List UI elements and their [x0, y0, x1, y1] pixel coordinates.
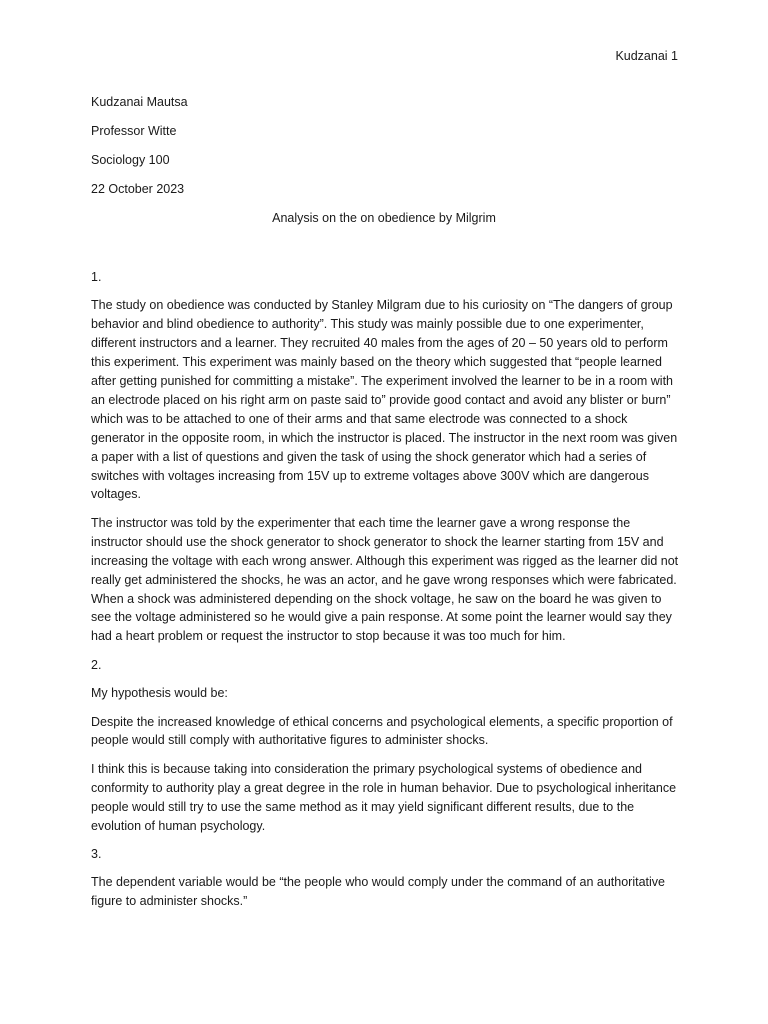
document-title: Analysis on the on obedience by Milgrim: [272, 211, 496, 225]
running-header: Kudzanai 1: [615, 49, 678, 63]
body-paragraph: Despite the increased knowledge of ethical concerns and psychological elements, a specific proportion of people would still comply with authoritative figures to administer shocks.: [91, 714, 673, 748]
mla-heading: [91, 93, 188, 209]
body-paragraph: The study on obedience was conducted by Stanley Milgram due to his curiosity on “The dangers of group behavior and blind obedience to authority”. This study was mainly possible due to one experimenter, different instructors and a learner. They recruited 40 males from the ages of 20 – 50 years old to perform this experiment. This experiment was mainly based on the theory which suggested that “people learned after getting punished for committing a mistake”. The experiment involved the learner to be in a room with an electrode placed on his right arm on paste said to” provide good contact and avoid any blister or burn” which was to be attached to one of their arms and that same electrode was connected to a shock generator in the opposite room, in which the instructor is placed. The instructor in the next room was given a paper with a list of questions and given the task of using the shock generator which had a series of switches with voltages increasing from 15V up to extreme voltages above 300V which are dangerous voltages.: [91, 298, 678, 502]
body-paragraph: The dependent variable would be “the people who would comply under the command of an authoritative figure to administer shocks.”: [91, 875, 665, 909]
section-number-3: 3.: [91, 846, 102, 861]
professor-name: Professor Witte: [91, 124, 177, 138]
section-number-1: 1.: [91, 270, 102, 284]
section-number-2: 2.: [91, 657, 102, 672]
course-name: Sociology 100: [91, 153, 170, 167]
body-paragraph: The instructor was told by the experimenter that each time the learner gave a wrong response the instructor should use the shock generator to shock generator to shock the learner starting from 15V and increasing the voltage with each wrong answer. Although this experiment was rigged as the learner did not really get administered the shocks, he was an actor, and he gave wrong responses which were fabricated. When a shock was administered depending on the shock voltage, he saw on the board he was given to see the voltage administered so he would give a pain response. At some point the learner would say they had a heart problem or request the instructor to stop because it was too much for him.: [91, 515, 679, 644]
body-paragraph: My hypothesis would be:: [91, 686, 228, 701]
author-name: Kudzanai Mautsa: [91, 95, 188, 109]
body-paragraph: I think this is because taking into consideration the primary psychological systems of obedience and conformity to authority play a great degree in the role in human behavior. Due to psychological inheritance people would still try to use the same method as it may yield significant different results, due to the evolution of human psychology.: [91, 761, 677, 833]
date: 22 October 2023: [91, 182, 185, 196]
document-body: [91, 268, 681, 921]
